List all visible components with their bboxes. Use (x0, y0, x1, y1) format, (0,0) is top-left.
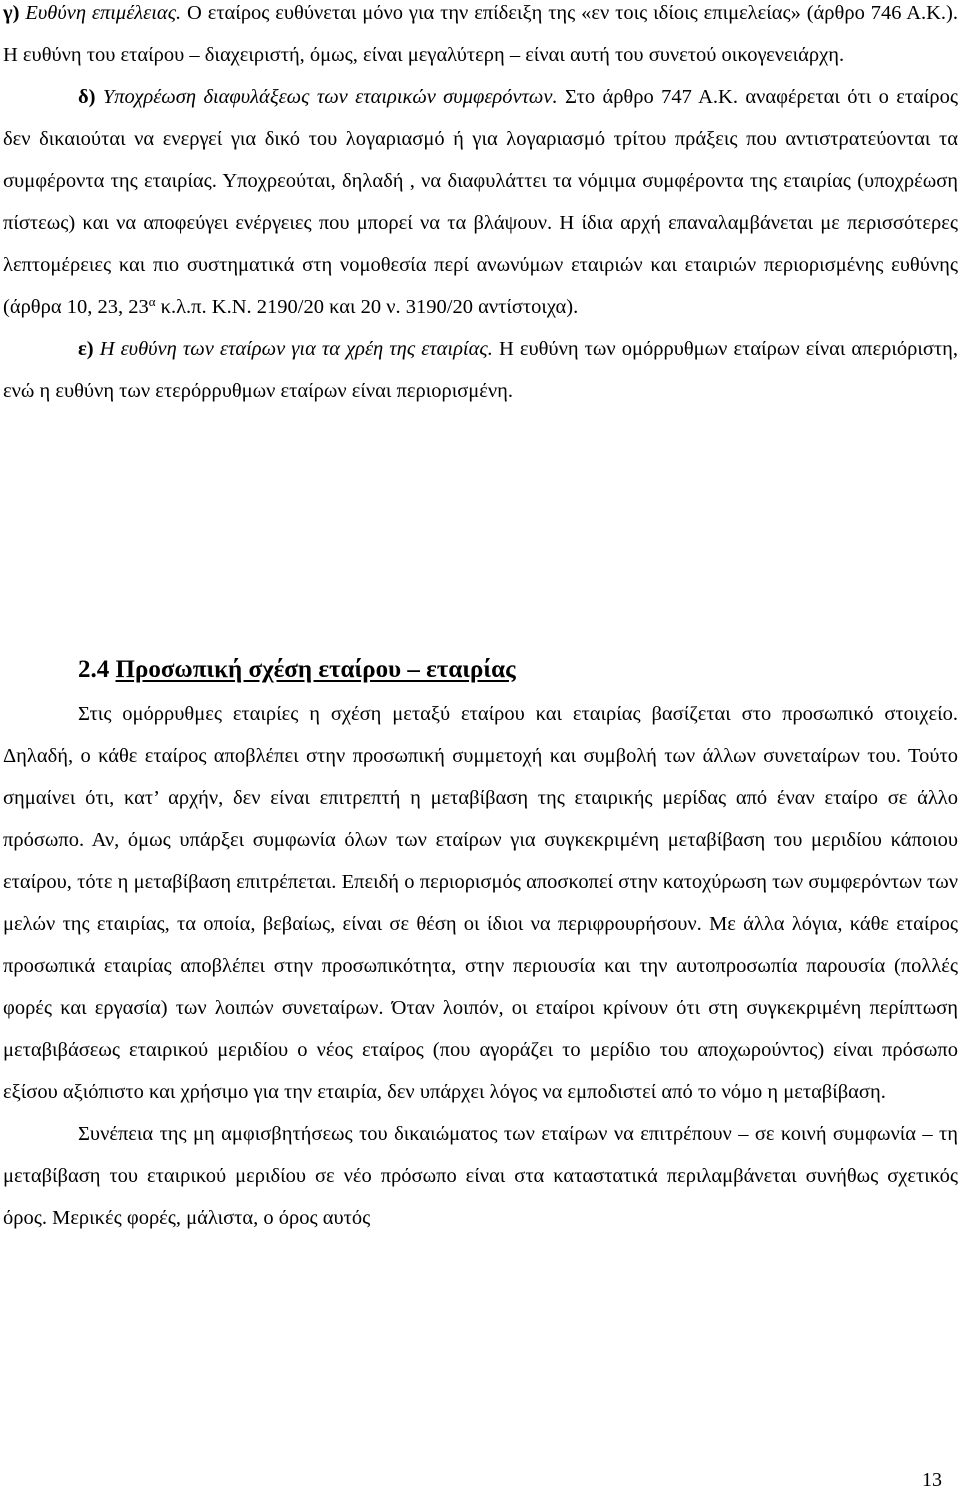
section-g-body: Ο εταίρος ευθύνεται μόνο για την επίδειξη της «εν τοις ιδίοις επιμελείας» (άρθρο 746 Α.Κ.). Η ευθύνη του εταίρου – διαχειριστή, όμως, είναι μεγαλύτερη – είναι αυτή του συνετού οικογενειάρχη. (3, 2, 959, 66)
section-d-paragraph (3, 76, 958, 328)
section-g-label: γ) (3, 2, 20, 24)
sections-g-d-e (3, 0, 958, 412)
section-e-title: Η ευθύνη των εταίρων για τα χρέη της εταιρίας. (99, 338, 493, 360)
section-d-title: Υποχρέωση διαφυλάξεως των εταιρικών συμφερόντων. (102, 86, 558, 108)
section-d-body: Στο άρθρο 747 Α.Κ. αναφέρεται ότι ο εταίρος δεν δικαιούται να ενεργεί για δικό του λογαριασμό ή για λογαριασμό τρίτου πράξεις που αντιστρατεύονται τα συμφέροντα της εταιρίας. Υποχρεούται, δηλαδή , να διαφυλάττει τα νόμιμα συμφέροντα της εταιρίας (υποχρέωση πίστεως) και να αποφεύγει ενέργειες που μπορεί να τα βλάψουν. Η ίδια αρχή επαναλαμβάνεται με περισσότερες λεπτομέρειες και πιο συστηματικά στη νομοθεσία περί ανωνύμων εταιριών και εταιριών περιορισμένης ευθύνης (άρθρα 10, 23, 23 (3, 86, 958, 318)
section-heading (78, 652, 516, 688)
section-d-superscript: α (148, 294, 156, 309)
section-e-paragraph (3, 328, 958, 412)
section-d-body-end: κ.λ.π. Κ.Ν. 2190/20 και 20 ν. 3190/20 αντίστοιχα). (155, 296, 579, 318)
heading-title: Προσωπική σχέση εταίρου – εταιρίας (115, 656, 516, 683)
section-e-body: Η ευθύνη των ομόρρυθμων εταίρων είναι απεριόριστη, ενώ η ευθύνη των ετερόρρυθμων εταίρων είναι περιορισμένη. (3, 338, 959, 402)
personal-relation-text (3, 693, 958, 1239)
body-paragraph-1: Στις ομόρρυθμες εταιρίες η σχέση μεταξύ εταίρου και εταιρίας βασίζεται στο προσωπικό στοιχείο. Δηλαδή, ο κάθε εταίρος αποβλέπει στην προσωπική συμμετοχή και συμβολή των άλλων συνεταίρων του. Τούτο σημαίνει ότι, κατ’ αρχήν, δεν είναι επιτρεπτή η μεταβίβαση της εταιρικής μερίδας από έναν εταίρο σε άλλο πρόσωπο. Αν, όμως υπάρξει συμφωνία όλων των εταίρων για συγκεκριμένη μεταβίβαση του μεριδίου κάποιου εταίρου, τότε η μεταβίβαση επιτρέπεται. Επειδή ο περιορισμός αποσκοπεί στην κατοχύρωση των συμφερόντων των μελών της εταιρίας, τα οποία, βεβαίως, είναι σε θέση οι ίδιοι να περιφρουρήσουν. Με άλλα λόγια, κάθε εταίρος προσωπικά εταιρίας αποβλέπει στην προσωπικότητα, στην περιουσία και την αυτοπροσωπία παρουσία (πολλές φορές και εργασία) των λοιπών συνεταίρων. Όταν λοιπόν, οι εταίροι κρίνουν ότι στη συγκεκριμένη περίπτωση μεταβιβάσεως εταιρικού μεριδίου ο νέος εταίρος (που αγοράζει το μερίδιο του αποχωρούντος) είναι πρόσωπο εξίσου αξιόπιστο και χρήσιμο για την εταιρία, δεν υπάρχει λόγος να εμποδιστεί από το νόμο η μεταβίβαση. (3, 703, 958, 1103)
body-paragraph-2: Συνέπεια της μη αμφισβητήσεως του δικαιώματος των εταίρων να επιτρέπουν – σε κοινή συμφωνία – τη μεταβίβαση του εταιρικού μεριδίου σε νέο πρόσωπο είναι στα καταστατικά περιλαμβάνεται συνήθως σχετικός όρος. Μερικές φορές, μάλιστα, ο όρος αυτός (3, 1123, 958, 1229)
section-d-label: δ) (78, 86, 96, 108)
page-number: 13 (922, 1469, 942, 1491)
heading-number: 2.4 (78, 656, 110, 683)
section-g-title: Ευθύνη επιμέλειας. (25, 2, 182, 24)
section-g-paragraph (3, 0, 958, 76)
section-e-label: ε) (78, 338, 94, 360)
